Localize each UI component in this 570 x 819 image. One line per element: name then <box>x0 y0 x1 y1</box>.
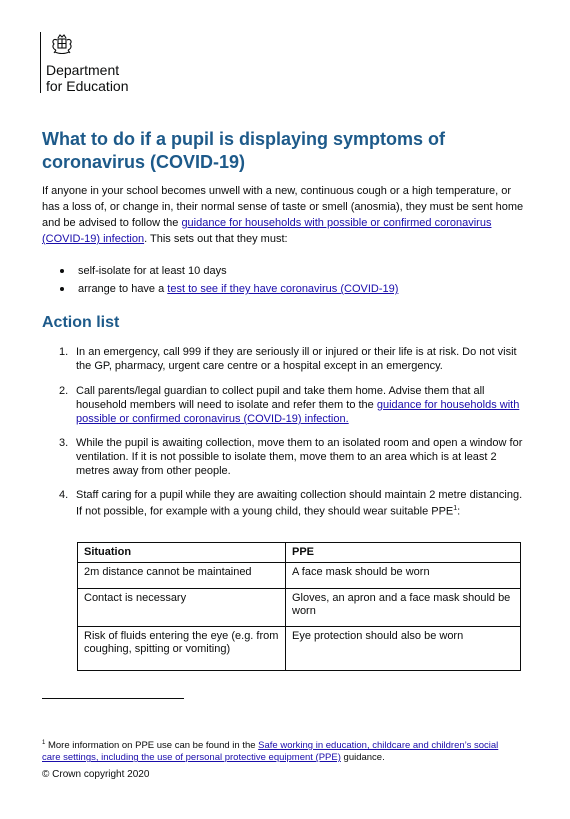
safe-working-guidance-link[interactable]: Safe working in education, childcare and children’s social care settings, including the use of personal protective equipment (PPE) <box>42 740 499 764</box>
action-text <box>76 488 531 519</box>
action-4-colon: : <box>457 505 461 518</box>
table-cell: Contact is necessary <box>78 589 286 627</box>
test-link[interactable]: test to see if they have coronavirus (COVID-19) <box>167 283 399 295</box>
action-list-heading: Action list <box>42 314 120 331</box>
action-text: While the pupil is awaiting collection, move them to an isolated room and open a window for ventilation. If it is not possible to isolate them, move them to an area which is at least 2 metres away from other people. <box>76 437 523 477</box>
table-header-row <box>78 543 521 563</box>
footnote-text-after: guidance. <box>340 752 385 764</box>
logo-rule <box>40 32 41 93</box>
intro-text-before: If anyone in your school becomes unwell with a new, continuous cough or a high temperature, or has a loss of, or change in, their normal sense of taste or smell (anosmia), they must be sent home and be advised to follow the <box>42 185 524 229</box>
table-row <box>78 589 521 627</box>
action-number: 4. <box>59 489 69 501</box>
table-cell: 2m distance cannot be maintained <box>78 563 286 589</box>
bullet-icon <box>60 287 64 291</box>
table-cell: Eye protection should also be worn <box>286 627 521 671</box>
intro-paragraph <box>42 183 530 247</box>
table-cell: Risk of fluids entering the eye (e.g. from coughing, spitting or vomiting) <box>78 627 286 671</box>
footnote <box>42 737 512 764</box>
action-number: 1. <box>59 346 69 358</box>
page-title: What to do if a pupil is displaying symptoms of coronavirus (COVID-19) <box>42 129 446 172</box>
action-number: 3. <box>59 437 69 449</box>
action-number: 2. <box>59 385 69 397</box>
action-text: In an emergency, call 999 if they are seriously ill or injured or their life is at risk. Do not visit the GP, pharmacy, urgent care centre or a hospital except in an emergency. <box>76 346 517 372</box>
bullet-text-self-isolate: self-isolate for at least 10 days <box>78 265 227 277</box>
footnote-separator <box>42 698 184 699</box>
action-text <box>76 384 531 426</box>
intro-text-after: . This sets out that they must: <box>144 233 288 245</box>
households-guidance-link-2[interactable]: guidance for households with possible or confirmed coronavirus (COVID-19) infection. <box>76 399 520 425</box>
action-2-text-before: Call parents/legal guardian to collect pupil and take them home. Advise them that all household members will need to isolate and refer them to the <box>76 385 485 411</box>
ppe-table <box>77 542 521 671</box>
department-name-line1: Department <box>46 62 120 78</box>
table-cell: A face mask should be worn <box>286 563 521 589</box>
table-header-situation: Situation <box>78 543 286 563</box>
table-header-ppe: PPE <box>286 543 521 563</box>
table-cell: Gloves, an apron and a face mask should be worn <box>286 589 521 627</box>
footnote-ref: 1 <box>453 505 458 512</box>
action-4-text: Staff caring for a pupil while they are awaiting collection should maintain 2 metre distancing. If not possible, for example with a young child, they should wear suitable PPE <box>76 489 523 518</box>
royal-crest-icon <box>49 32 75 56</box>
department-name-line2: for Education <box>46 78 129 94</box>
households-guidance-link[interactable]: guidance for households with possible or confirmed coronavirus (COVID-19) infection <box>42 217 492 245</box>
copyright-notice: © Crown copyright 2020 <box>42 769 150 780</box>
table-row <box>78 627 521 671</box>
bullet-test-before: arrange to have a <box>78 283 168 295</box>
footnote-text-before: More information on PPE use can be found in the <box>45 740 259 752</box>
table-row <box>78 563 521 589</box>
bullet-text-test <box>78 281 398 297</box>
department-name <box>46 62 129 94</box>
bullet-icon <box>60 269 64 273</box>
footnote-number: 1 <box>42 740 46 746</box>
